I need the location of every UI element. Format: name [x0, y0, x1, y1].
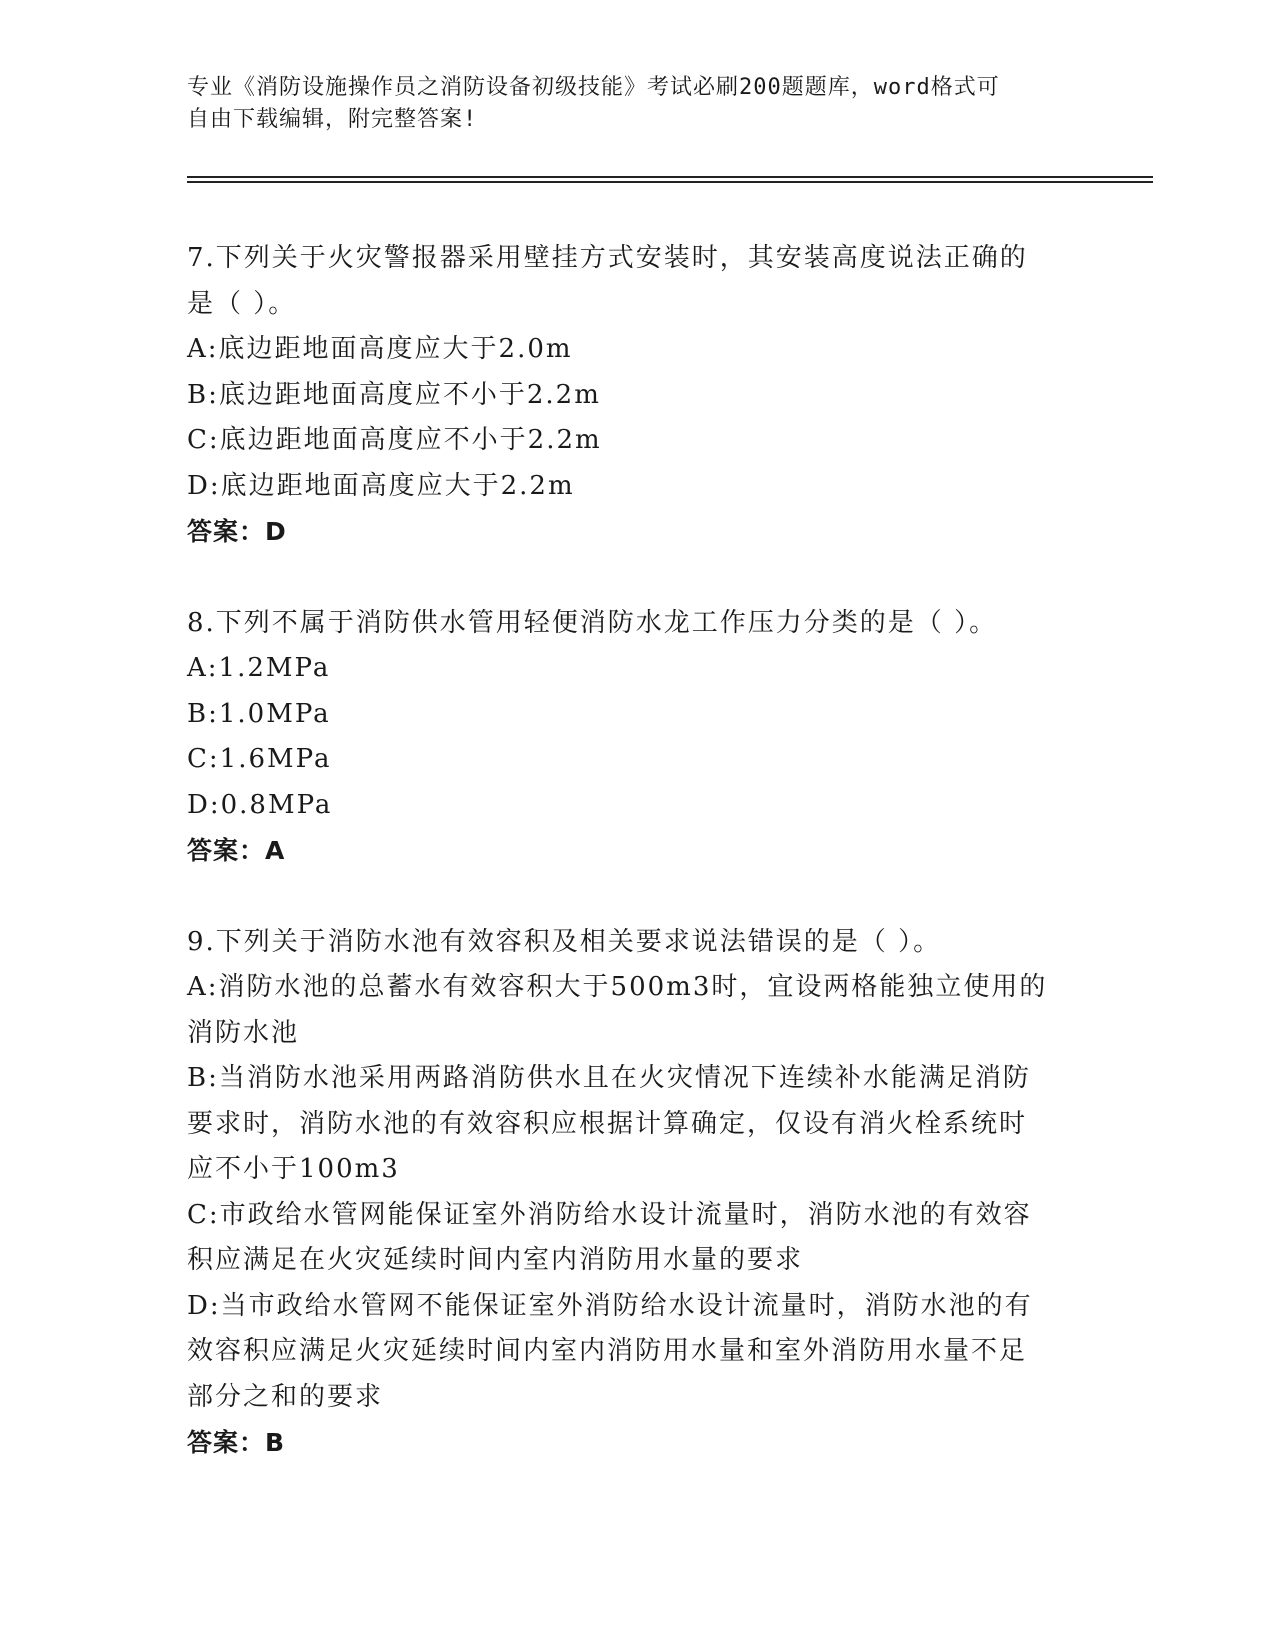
- option-d-line-1: D:当市政给水管网不能保证室外消防给水设计流量时，消防水池的有: [187, 1290, 1033, 1321]
- option-c-line-2: 积应满足在火灾延续时间内室内消防用水量的要求: [187, 1245, 804, 1275]
- option-d: D:0.8MPa: [187, 789, 333, 820]
- option-c-line-1: C:市政给水管网能保证室外消防给水设计流量时，消防水池的有效容: [187, 1199, 1032, 1230]
- header-divider-bottom: [187, 181, 1153, 183]
- question-stem-line: 是（ ）。: [187, 288, 297, 319]
- option-d-line-2: 效容积应满足火灾延续时间内室内消防用水量和室外消防用水量不足: [187, 1336, 1028, 1366]
- question-stem-line: 7.下列关于火灾警报器采用壁挂方式安装时，其安装高度说法正确的: [187, 243, 1028, 273]
- question-9: [187, 920, 1067, 1466]
- question-stem-line: 8.下列不属于消防供水管用轻便消防水龙工作压力分类的是（ ）。: [187, 607, 998, 638]
- answer-label: 答案：D: [187, 517, 287, 546]
- question-list: [187, 236, 1067, 1466]
- option-d-line-3: 部分之和的要求: [187, 1381, 384, 1412]
- answer-label: 答案：B: [187, 1428, 286, 1457]
- question-7: [187, 236, 1067, 555]
- header-divider-top: [187, 176, 1153, 178]
- header-line-1: 专业《消防设施操作员之消防设备初级技能》考试必刷200题题库，word格式可: [187, 75, 1000, 100]
- option-b-line-3: 应不小于100m3: [187, 1154, 400, 1184]
- answer-label: 答案：A: [187, 836, 286, 865]
- option-a-line-1: A:消防水池的总蓄水有效容积大于500m3时，宜设两格能独立使用的: [187, 972, 1048, 1002]
- option-c: C:1.6MPa: [187, 744, 332, 774]
- document-header: [187, 72, 1087, 136]
- question-stem-line: 9.下列关于消防水池有效容积及相关要求说法错误的是（ ）。: [187, 926, 942, 957]
- option-b: B:底边距地面高度应不小于2.2m: [187, 379, 601, 410]
- option-a: A:底边距地面高度应大于2.0m: [187, 334, 573, 364]
- option-c: C:底边距地面高度应不小于2.2m: [187, 425, 602, 455]
- header-line-2: 自由下载编辑，附完整答案!: [187, 107, 478, 132]
- option-d: D:底边距地面高度应大于2.2m: [187, 470, 575, 501]
- option-a: A:1.2MPa: [187, 653, 331, 683]
- option-b: B:1.0MPa: [187, 698, 331, 729]
- option-a-line-2: 消防水池: [187, 1017, 300, 1048]
- question-8: [187, 601, 1067, 874]
- option-b-line-1: B:当消防水池采用两路消防供水且在火灾情况下连续补水能满足消防: [187, 1063, 1031, 1093]
- option-b-line-2: 要求时，消防水池的有效容积应根据计算确定，仅设有消火栓系统时: [187, 1108, 1028, 1139]
